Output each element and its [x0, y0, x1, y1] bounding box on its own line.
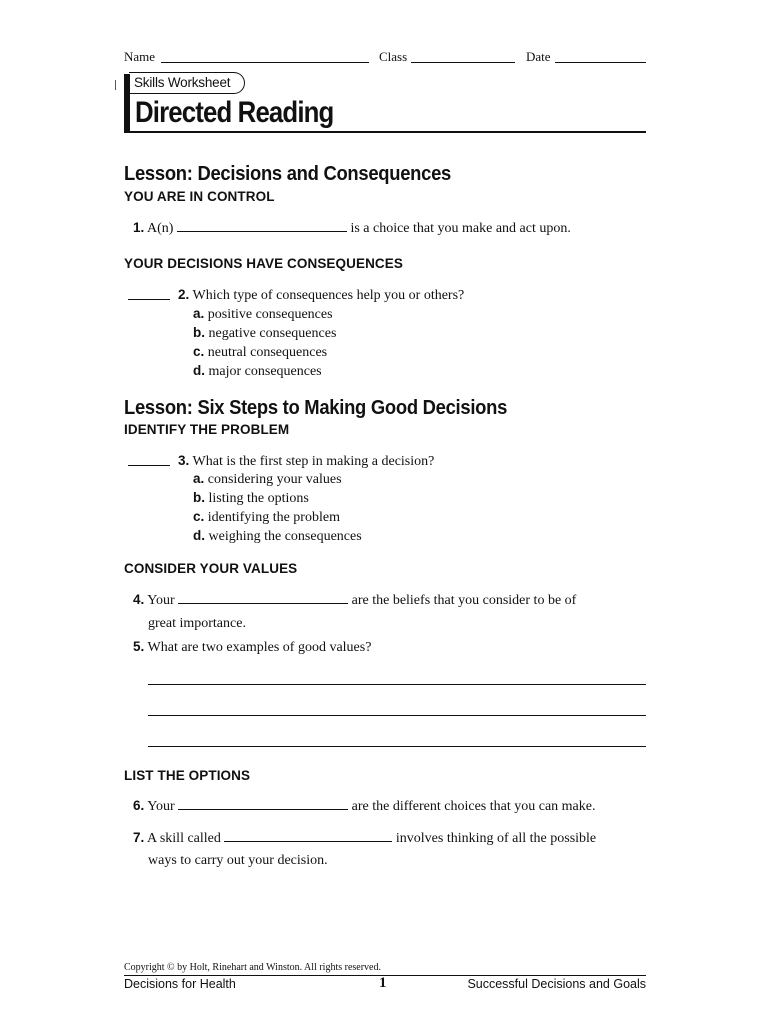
section-heading: LIST THE OPTIONS — [124, 768, 251, 783]
question-number: 2. — [178, 287, 190, 302]
answer-blank[interactable] — [128, 465, 170, 466]
question-6 — [133, 798, 595, 815]
margin-tick — [115, 80, 116, 90]
question-text: What are two examples of good values? — [147, 640, 372, 655]
question-number: 1. — [133, 220, 145, 235]
option[interactable] — [193, 489, 362, 508]
answer-blank[interactable] — [178, 594, 348, 604]
question-5 — [133, 639, 371, 656]
page-title: Directed Reading — [135, 96, 334, 129]
option-text: identifying the problem — [207, 510, 340, 525]
question-1 — [133, 220, 571, 237]
option-letter: a. — [193, 306, 205, 321]
question-3 — [178, 453, 434, 470]
worksheet-tag: Skills Worksheet — [129, 72, 245, 94]
question-text-after: are the different choices that you can make. — [351, 799, 596, 814]
option-text: major consequences — [208, 364, 322, 379]
answer-blank[interactable] — [128, 299, 170, 300]
option-text: considering your values — [207, 472, 342, 487]
option-text: weighing the consequences — [208, 529, 362, 544]
option-letter: d. — [193, 528, 205, 543]
answer-blank[interactable] — [178, 800, 348, 810]
option-text: listing the options — [208, 491, 309, 506]
option-letter: b. — [193, 490, 205, 505]
section-heading: YOU ARE IN CONTROL — [124, 189, 275, 204]
title-rule — [130, 131, 646, 133]
question-continuation: ways to carry out your decision. — [148, 853, 328, 868]
option[interactable] — [193, 527, 362, 546]
question-text-before: Your — [147, 799, 175, 814]
answer-line[interactable] — [148, 684, 646, 685]
question-2 — [178, 287, 464, 304]
option-text: positive consequences — [207, 307, 333, 322]
question-text: What is the first step in making a decision? — [192, 454, 435, 469]
question-text-after: is a choice that you make and act upon. — [350, 221, 571, 236]
option-letter: c. — [193, 509, 205, 524]
option[interactable] — [193, 362, 336, 381]
name-field[interactable] — [161, 62, 369, 63]
answer-line[interactable] — [148, 746, 646, 747]
question-number: 6. — [133, 798, 145, 813]
section-heading: IDENTIFY THE PROBLEM — [124, 422, 290, 437]
lesson-title: Lesson: Decisions and Consequences — [124, 163, 452, 185]
class-field[interactable] — [411, 62, 515, 63]
page-number: 1 — [379, 975, 387, 991]
option-letter: c. — [193, 344, 205, 359]
question-text-after: involves thinking of all the possible — [395, 831, 597, 846]
question-7 — [133, 830, 596, 847]
question-4 — [133, 592, 576, 609]
question-text-before: A(n) — [147, 221, 174, 236]
section-heading: YOUR DECISIONS HAVE CONSEQUENCES — [124, 256, 403, 271]
question-text-before: A skill called — [147, 831, 221, 846]
question-text-after: are the beliefs that you consider to be of — [351, 593, 577, 608]
date-field[interactable] — [555, 62, 646, 63]
question-text: Which type of consequences help you or others? — [192, 288, 465, 303]
question-number: 7. — [133, 830, 145, 845]
question-number: 4. — [133, 592, 145, 607]
option-text: negative consequences — [208, 326, 337, 341]
option-letter: a. — [193, 471, 205, 486]
question-number: 3. — [178, 453, 190, 468]
answer-blank[interactable] — [177, 222, 347, 232]
option-list — [193, 305, 336, 381]
name-label: Name — [124, 49, 156, 64]
option-text: neutral consequences — [207, 345, 328, 360]
section-heading: CONSIDER YOUR VALUES — [124, 561, 298, 576]
option[interactable] — [193, 305, 336, 324]
question-number: 5. — [133, 639, 145, 654]
answer-line[interactable] — [148, 715, 646, 716]
option[interactable] — [193, 508, 362, 527]
date-label: Date — [526, 49, 551, 64]
copyright-notice: Copyright © by Holt, Rinehart and Winston. All rights reserved. — [124, 962, 381, 973]
option-letter: b. — [193, 325, 205, 340]
option-list — [193, 470, 362, 546]
chapter-title: Successful Decisions and Goals — [467, 977, 646, 991]
question-continuation: great importance. — [148, 616, 246, 631]
class-label: Class — [379, 49, 408, 64]
option[interactable] — [193, 470, 362, 489]
option-letter: d. — [193, 363, 205, 378]
lesson-title: Lesson: Six Steps to Making Good Decisions — [124, 397, 508, 419]
book-title: Decisions for Health — [124, 977, 236, 991]
option[interactable] — [193, 324, 336, 343]
question-text-before: Your — [147, 593, 175, 608]
answer-blank[interactable] — [224, 832, 392, 842]
option[interactable] — [193, 343, 336, 362]
